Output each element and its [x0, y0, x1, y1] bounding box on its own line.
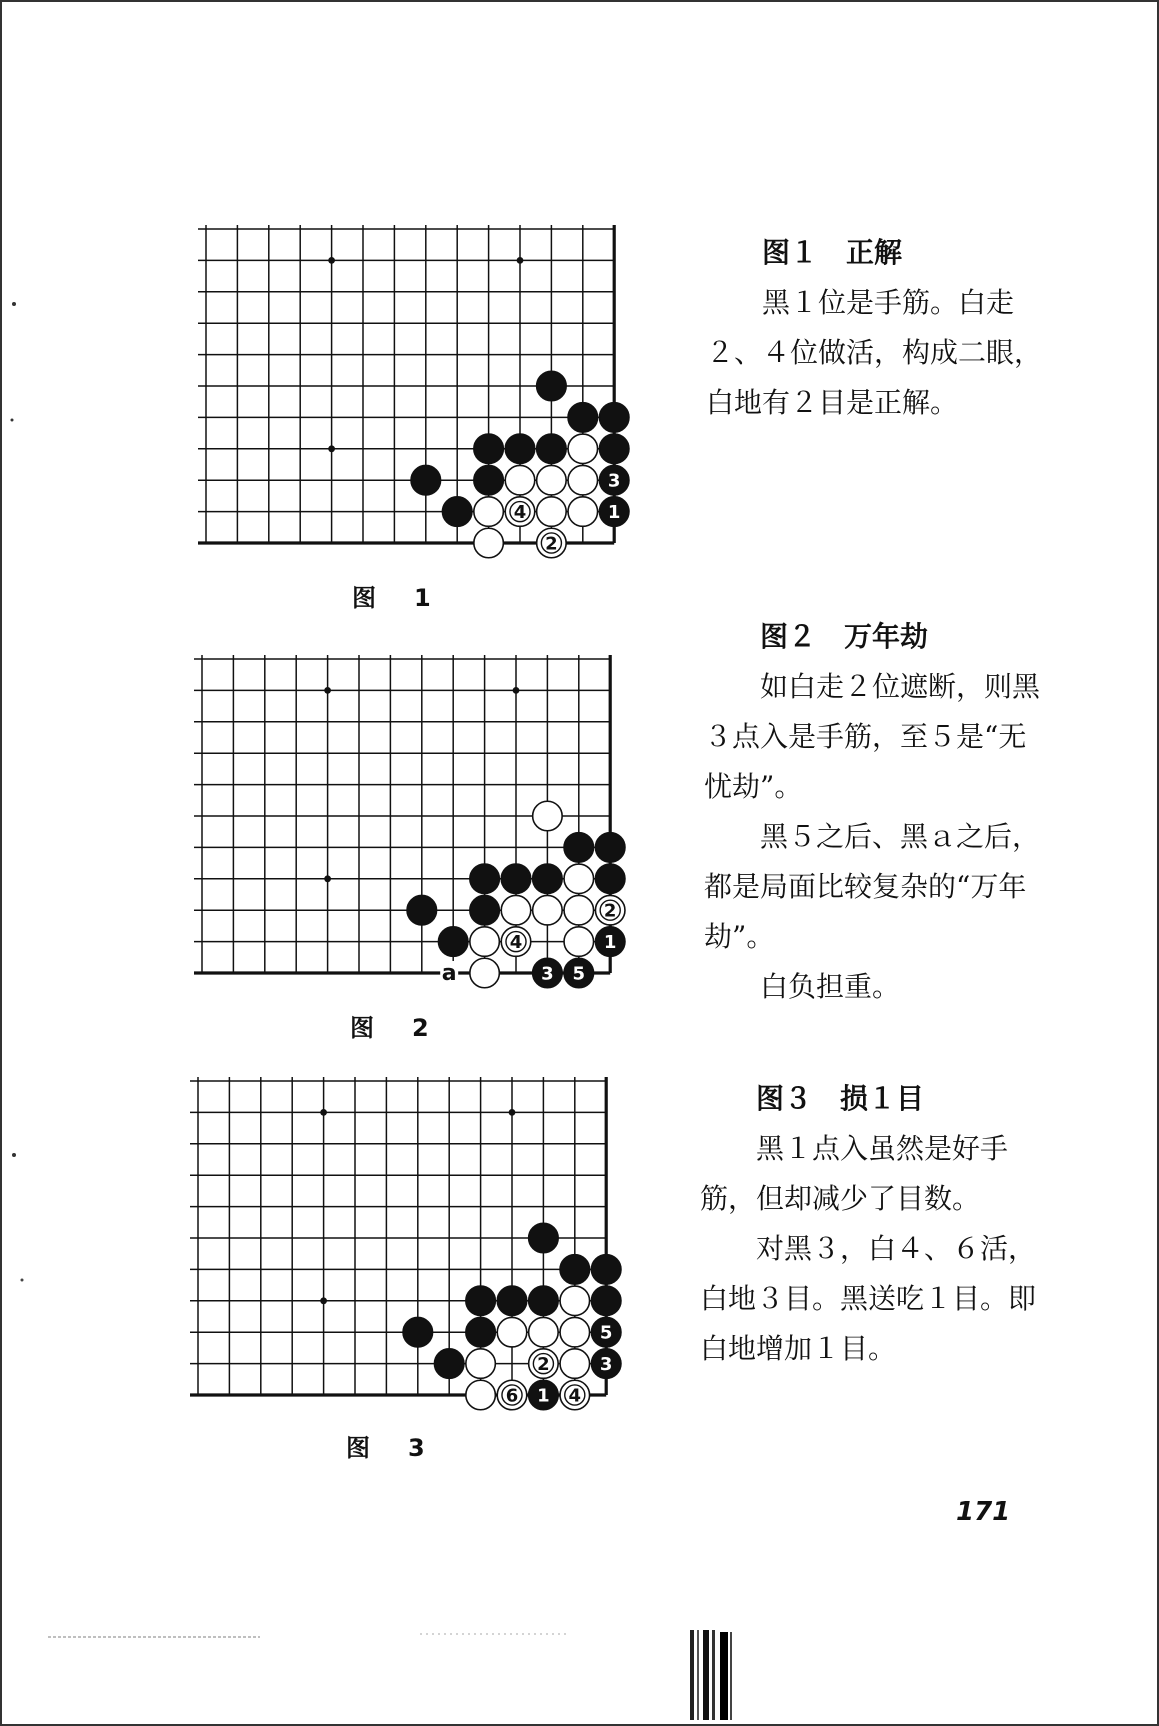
- move-number: 4: [568, 1385, 582, 1407]
- move-number: 4: [513, 502, 527, 524]
- move-number: 2: [603, 900, 617, 922]
- move-number: 2: [545, 533, 558, 555]
- move-number: 5: [599, 1322, 613, 1344]
- move-number: 1: [607, 502, 621, 524]
- figure-3-caption-number: 3: [408, 1434, 425, 1462]
- figure-2-paragraph-2: 黑５之后、黑ａ之后，都是局面比较复杂的“万年劫”。: [704, 820, 1041, 953]
- move-number: 3: [541, 963, 554, 985]
- move-number: 1: [603, 932, 617, 954]
- figure-2-paragraph-3: 白负担重。: [760, 970, 901, 1003]
- figure-1-caption-prefix: 图: [352, 584, 376, 612]
- figure-3-paragraph-1: 黑１点入虽然是好手筋，但却减少了目数。: [700, 1132, 1009, 1215]
- figure-3-paragraph-2: 对黑３，白４、６活，白地３目。黑送吃１目。即白地增加１目。: [700, 1232, 1037, 1365]
- figure-2-paragraph-1: 如白走２位遮断，则黑３点入是手筋，至５是“无忧劫”。: [704, 670, 1041, 803]
- move-number: 4: [509, 932, 523, 954]
- move-number: 5: [572, 963, 586, 985]
- move-number: 3: [599, 1354, 613, 1376]
- point-letter: a: [441, 961, 457, 986]
- figure-2-caption-number: 2: [412, 1014, 429, 1042]
- move-number: 2: [537, 1354, 550, 1376]
- move-number: 3: [607, 470, 621, 492]
- figure-1-title: 图１ 正解: [762, 236, 903, 269]
- figure-1-paragraph: 黑１位是手筋。白走２、４位做活，构成二眼，白地有２目是正解。: [706, 286, 1043, 419]
- figure-1-caption-number: 1: [414, 584, 431, 612]
- page-number: 171: [956, 1497, 1011, 1527]
- figure-2-caption-prefix: 图: [350, 1014, 374, 1042]
- figure-2-title: 图２ 万年劫: [760, 620, 929, 653]
- move-number: 6: [505, 1385, 519, 1407]
- figure-3-title: 图３ 损１目: [756, 1082, 925, 1115]
- move-number: 1: [537, 1385, 550, 1407]
- figure-3-caption-prefix: 图: [346, 1434, 370, 1462]
